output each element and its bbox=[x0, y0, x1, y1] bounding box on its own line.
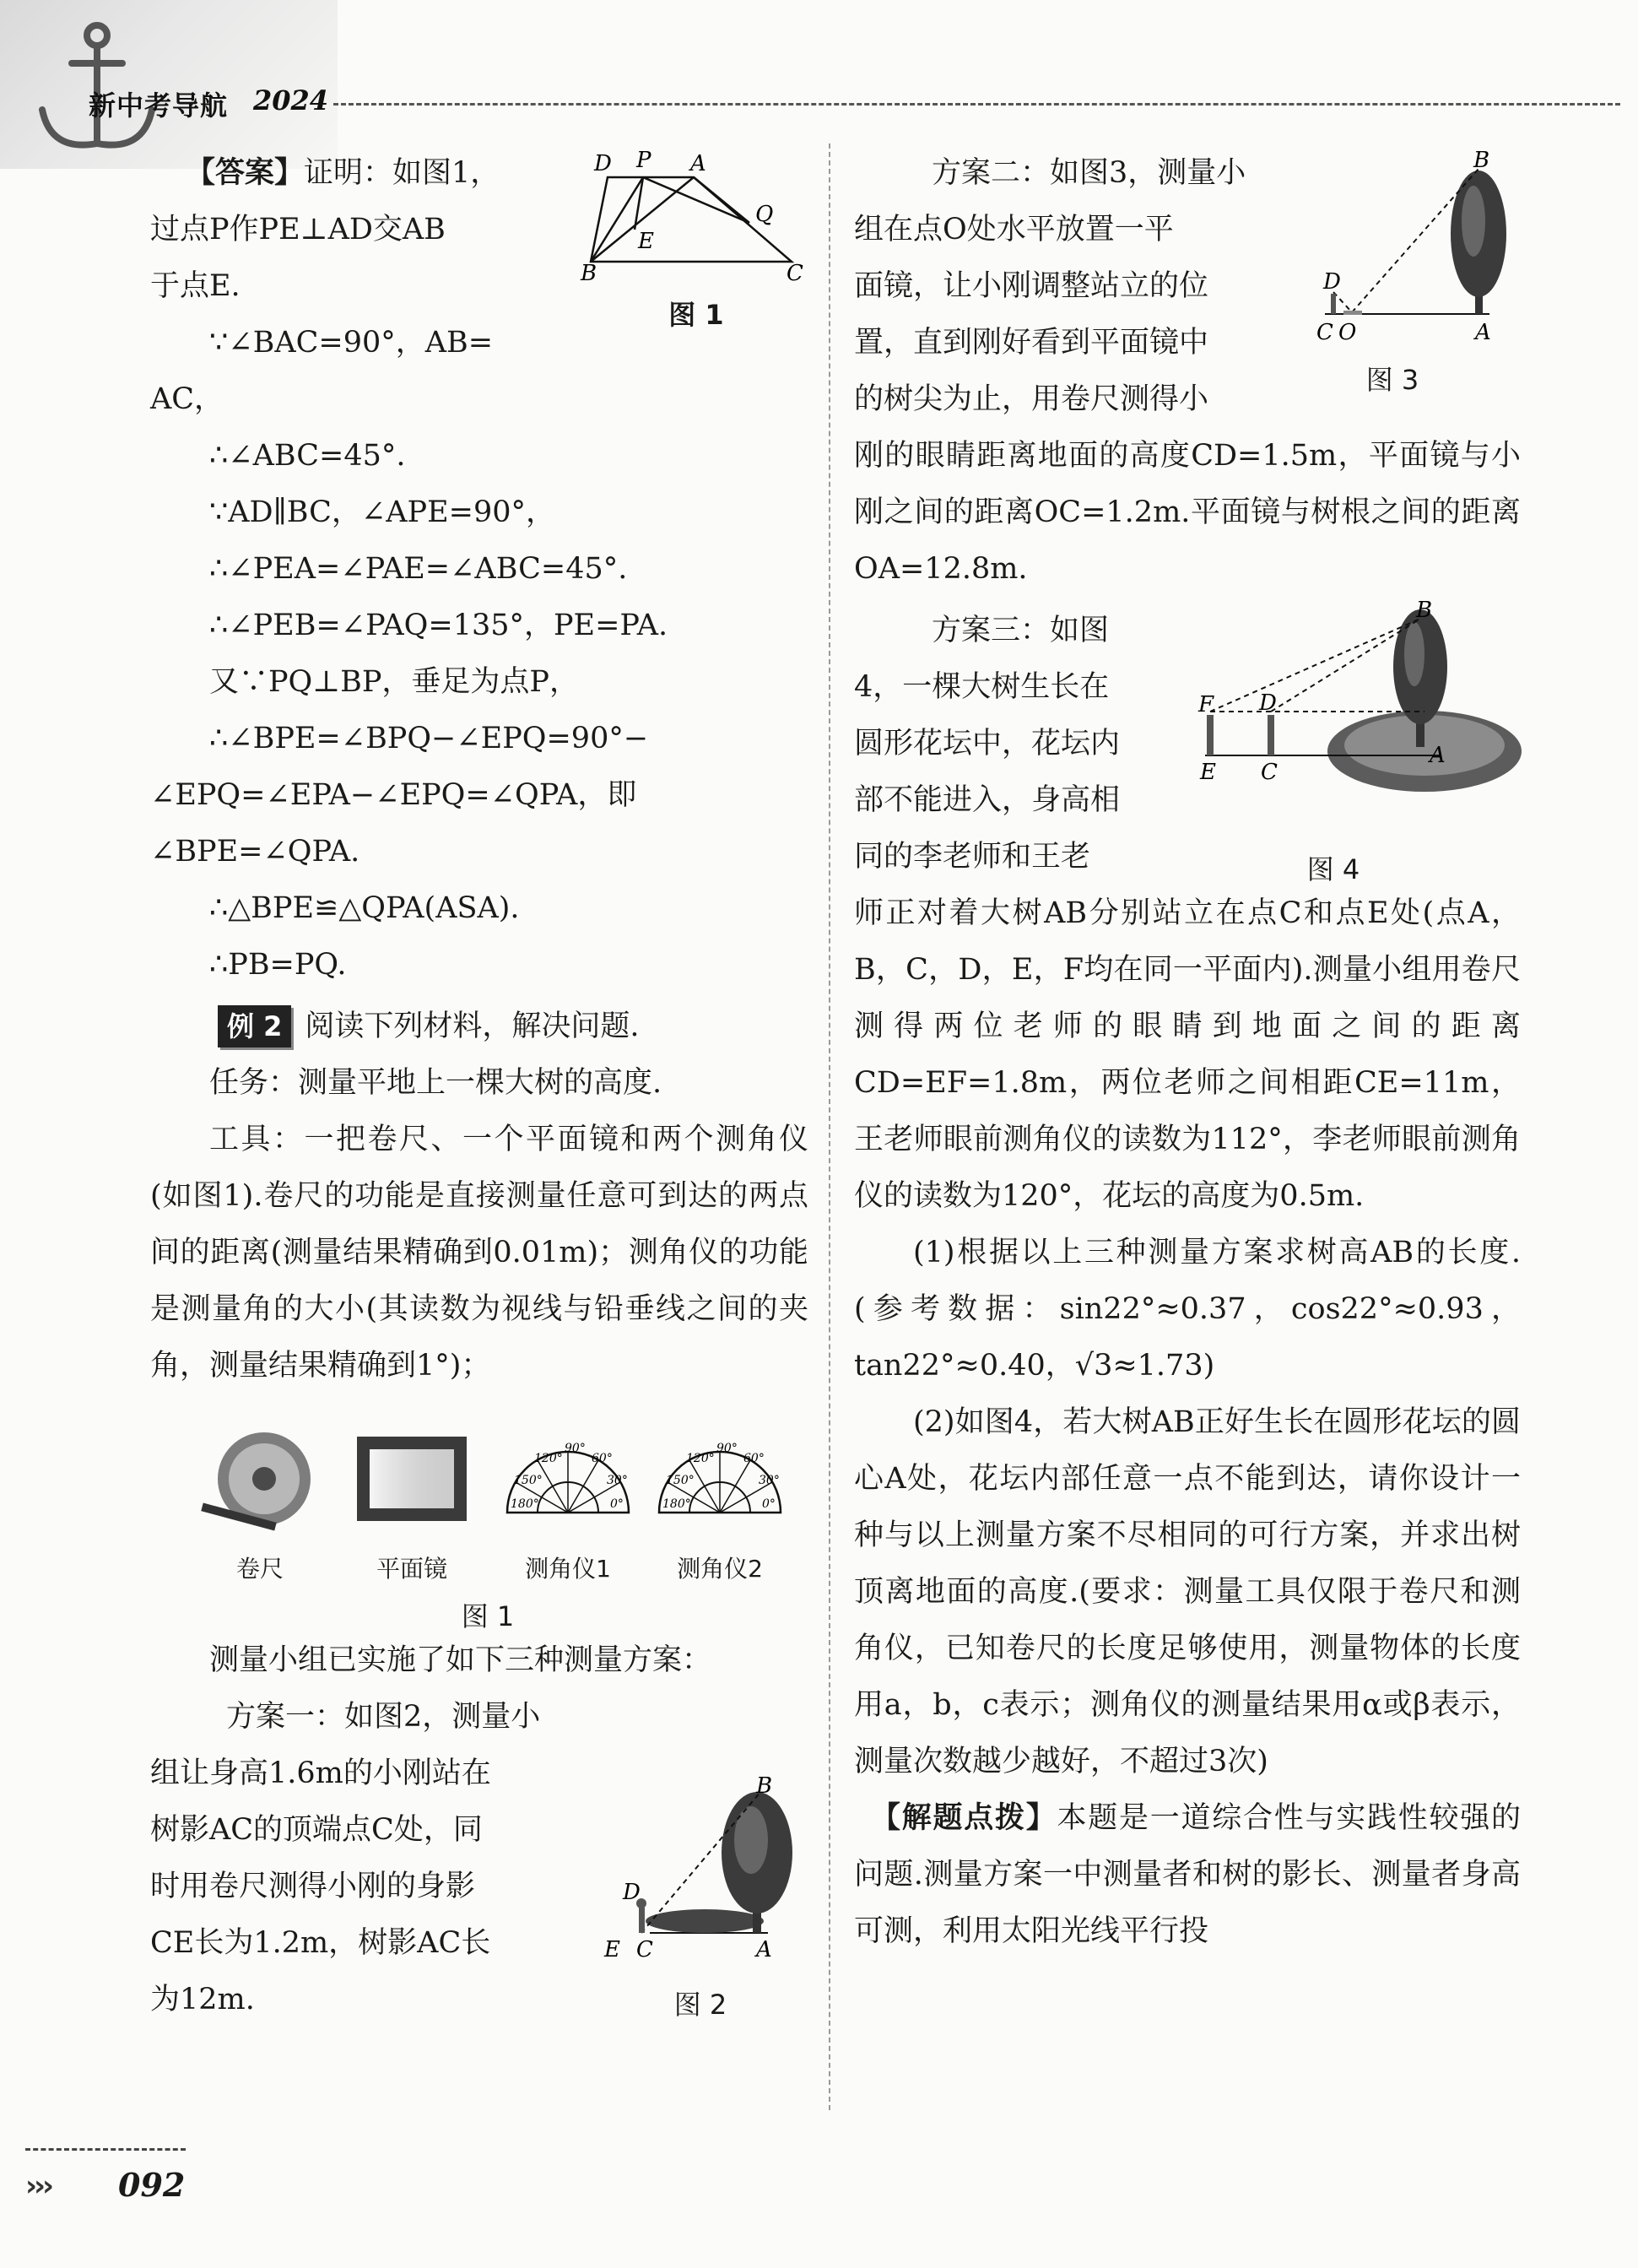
fig3-label-b: B bbox=[1473, 148, 1490, 173]
plan2-line-4: 置，直到刚好看到平面镜中 bbox=[854, 326, 1209, 360]
plan1-line-6: 为12m. bbox=[150, 1983, 255, 2016]
svg-text:180°: 180° bbox=[662, 1497, 691, 1511]
plan1-figure-2-caption: 图 2 bbox=[673, 1989, 727, 2021]
fig3-label-o: O bbox=[1338, 320, 1357, 345]
plan1-figure-2 bbox=[599, 1773, 810, 1975]
plan3-figure-4 bbox=[1197, 598, 1522, 831]
tape-measure-icon bbox=[201, 1428, 319, 1546]
answer-line-15: ∴PB=PQ. bbox=[209, 948, 347, 982]
protractor-2-icon bbox=[652, 1437, 787, 1521]
fig4-label-d: D bbox=[1259, 690, 1277, 716]
svg-text:150°: 150° bbox=[514, 1474, 543, 1487]
fig3-label-c: C bbox=[1316, 320, 1333, 345]
fig2-label-c: C bbox=[636, 1937, 653, 1962]
hint-tag: 【解题点拨】 bbox=[871, 1801, 1057, 1835]
footer-divider bbox=[25, 2148, 186, 2151]
footer-arrows-icon: ››› bbox=[25, 2169, 51, 2203]
example-task: 任务：测量平地上一棵大树的高度. bbox=[209, 1066, 662, 1100]
question-2: (2)如图4，若大树AB正好生长在圆形花坛的圆心A处，花坛内部任意一点不能到达，请你设计一种与以上测量方案不尽相同的可行方案，并求出树顶离地面的高度.(要求：测量工具仅限于卷尺和测角仪，已知卷尺的长度足够使用，测量物体的长度用a，b，c表示；测角仪的测量结果用α或β表示，测量次数越少越好，不超过3次) bbox=[854, 1405, 1521, 1778]
plan3-line-2: 4，一棵大树生长在 bbox=[854, 670, 1110, 704]
plan2-line-5: 的树尖为止，用卷尺测得小 bbox=[854, 382, 1209, 416]
left-column bbox=[150, 145, 808, 2028]
tools-label-mirror: 平面镜 bbox=[376, 1555, 447, 1583]
answer-line-7: ∵AD∥BC，∠APE=90°， bbox=[209, 495, 555, 529]
plan1-line-1: 方案一：如图2，测量小 bbox=[226, 1700, 541, 1734]
answer-line-3: 于点E. bbox=[150, 269, 241, 303]
example-heading bbox=[150, 999, 808, 1055]
hint-text: 本题是一道综合性与实践性较强的问题.测量方案一中测量者和树的影长、测量者身高可测，利用太阳光线平行投 bbox=[854, 1801, 1521, 1948]
header-title: 新中考导航 bbox=[89, 89, 229, 122]
tools-label-protractor-1: 测角仪1 bbox=[525, 1555, 611, 1583]
plan3-line-1: 方案三：如图 bbox=[932, 614, 1110, 647]
example-tools: 工具：一把卷尺、一个平面镜和两个测角仪(如图1).卷尺的功能是直接测量任意可到达的两点间的距离(测量结果精确到0.01m)；测角仪的功能是测量角的大小(其读数为视线与铅垂线之间的夹角，测量结果精确到1°)； bbox=[150, 1123, 808, 1383]
fig4-label-c: C bbox=[1261, 760, 1278, 785]
header-divider bbox=[333, 103, 1620, 106]
plan2-line-2: 组在点O处水平放置一平 bbox=[854, 213, 1174, 246]
fig1-label-q: Q bbox=[755, 202, 774, 227]
svg-text:0°: 0° bbox=[762, 1497, 776, 1511]
answer-line-2: 过点P作PE⊥AD交AB bbox=[150, 213, 446, 246]
svg-text:60°: 60° bbox=[592, 1452, 613, 1465]
svg-text:90°: 90° bbox=[565, 1442, 586, 1455]
svg-text:30°: 30° bbox=[607, 1474, 628, 1487]
tools-label-protractor-2: 测角仪2 bbox=[677, 1555, 763, 1583]
mirror-icon bbox=[353, 1428, 471, 1546]
answer-figure-1-caption: 图 1 bbox=[668, 299, 724, 331]
question-1: (1)根据以上三种测量方案求树高AB的长度.(参考数据：sin22°≈0.37，cos22°≈0.93，tan22°≈0.40，√3≈1.73) bbox=[854, 1236, 1521, 1383]
svg-text:150°: 150° bbox=[666, 1474, 695, 1487]
fig2-label-b: B bbox=[756, 1773, 773, 1799]
fig1-label-b: B bbox=[581, 261, 597, 286]
header-year: 2024 bbox=[253, 84, 329, 116]
plan3-line-5: 同的李老师和王老 bbox=[854, 840, 1091, 874]
fig1-label-c: C bbox=[787, 261, 803, 286]
answer-line-8: ∴∠PEA=∠PAE=∠ABC=45°. bbox=[209, 552, 628, 586]
column-divider bbox=[829, 143, 830, 2110]
fig4-label-b: B bbox=[1416, 598, 1433, 623]
page-number: 092 bbox=[118, 2166, 186, 2204]
fig1-label-p: P bbox=[636, 148, 651, 173]
plan1-line-2: 组让身高1.6m的小刚站在 bbox=[150, 1756, 491, 1790]
answer-line-11: ∴∠BPE=∠BPQ−∠EPQ=90°− bbox=[209, 722, 649, 755]
plan1-line-5: CE长为1.2m，树影AC长 bbox=[150, 1926, 491, 1960]
right-column bbox=[854, 145, 1521, 1960]
plan2-figure-3 bbox=[1308, 145, 1519, 348]
fig4-label-e: E bbox=[1200, 760, 1216, 785]
example-intro: 阅读下列材料，解决问题. bbox=[305, 1010, 640, 1043]
svg-text:120°: 120° bbox=[686, 1452, 715, 1465]
svg-text:180°: 180° bbox=[511, 1497, 539, 1511]
fig2-label-d: D bbox=[623, 1880, 641, 1905]
svg-text:0°: 0° bbox=[610, 1497, 624, 1511]
answer-line-13: ∠BPE=∠QPA. bbox=[150, 835, 360, 869]
svg-text:60°: 60° bbox=[743, 1452, 765, 1465]
fig1-label-a: A bbox=[690, 151, 706, 176]
plan1-line-4: 时用卷尺测得小刚的身影 bbox=[150, 1870, 476, 1903]
svg-text:30°: 30° bbox=[759, 1474, 780, 1487]
answer-line-14: ∴△BPE≌△QPA(ASA). bbox=[209, 891, 520, 925]
tools-label-tape: 卷尺 bbox=[235, 1555, 284, 1583]
fig3-label-a: A bbox=[1475, 320, 1491, 345]
answer-line-1: 【答案】证明：如图1， bbox=[186, 156, 500, 190]
plan2-line-1: 方案二：如图3，测量小 bbox=[932, 156, 1246, 190]
plan3-line-3: 圆形花坛中，花坛内 bbox=[854, 727, 1121, 761]
fig1-label-e: E bbox=[638, 229, 654, 254]
tools-figure bbox=[150, 1428, 808, 1631]
fig3-label-d: D bbox=[1323, 269, 1341, 295]
fig4-label-a: A bbox=[1430, 743, 1446, 768]
answer-tag: 【答案】 bbox=[186, 156, 305, 190]
answer-line-12: ∠EPQ=∠EPA−∠EPQ=∠QPA，即 bbox=[150, 778, 637, 812]
plan3-line-4: 部不能进入，身高相 bbox=[854, 783, 1121, 817]
fig1-label-d: D bbox=[594, 151, 612, 176]
answer-line-4: ∵∠BAC=90°，AB= bbox=[209, 326, 494, 360]
plan2-rest: 刚的眼睛距离地面的高度CD=1.5m，平面镜与小刚之间的距离OC=1.2m.平面镜与树根之间的距离OA=12.8m. bbox=[854, 439, 1521, 586]
protractor-1-icon bbox=[500, 1437, 635, 1521]
fig2-label-a: A bbox=[756, 1937, 772, 1962]
answer-line-6: ∴∠ABC=45°. bbox=[209, 439, 406, 473]
hint bbox=[854, 1790, 1521, 1960]
fig2-label-e: E bbox=[604, 1937, 620, 1962]
plan2-figure-3-caption: 图 3 bbox=[1365, 364, 1419, 396]
answer-line-9: ∴∠PEB=∠PAQ=135°，PE=PA. bbox=[209, 609, 668, 642]
example-badge: 例 2 bbox=[218, 1005, 291, 1047]
tools-figure-caption: 图 1 bbox=[461, 1600, 515, 1632]
example-implemented: 测量小组已实施了如下三种测量方案： bbox=[209, 1643, 712, 1677]
svg-text:90°: 90° bbox=[716, 1442, 738, 1455]
svg-text:120°: 120° bbox=[534, 1452, 563, 1465]
answer-line-5: AC， bbox=[150, 382, 224, 416]
plan3-rest: 师正对着大树AB分别站立在点C和点E处(点A，B，C，D，E，F均在同一平面内).测量小组用卷尺测得两位老师的眼睛到地面之间的距离CD=EF=1.8m，两位老师之间相距CE=11m，王老师眼前测角仪的读数为112°，李老师眼前测角仪的读数为120°，花坛的高度为0.5m. bbox=[854, 896, 1521, 1213]
plan2-line-3: 面镜，让小刚调整站立的位 bbox=[854, 269, 1209, 303]
fig4-label-f: F bbox=[1198, 692, 1214, 717]
plan3-figure-4-caption: 图 4 bbox=[1306, 853, 1360, 885]
answer-line-10: 又∵PQ⊥BP，垂足为点P， bbox=[209, 665, 579, 699]
plan1-line-3: 树影AC的顶端点C处，同 bbox=[150, 1813, 483, 1847]
